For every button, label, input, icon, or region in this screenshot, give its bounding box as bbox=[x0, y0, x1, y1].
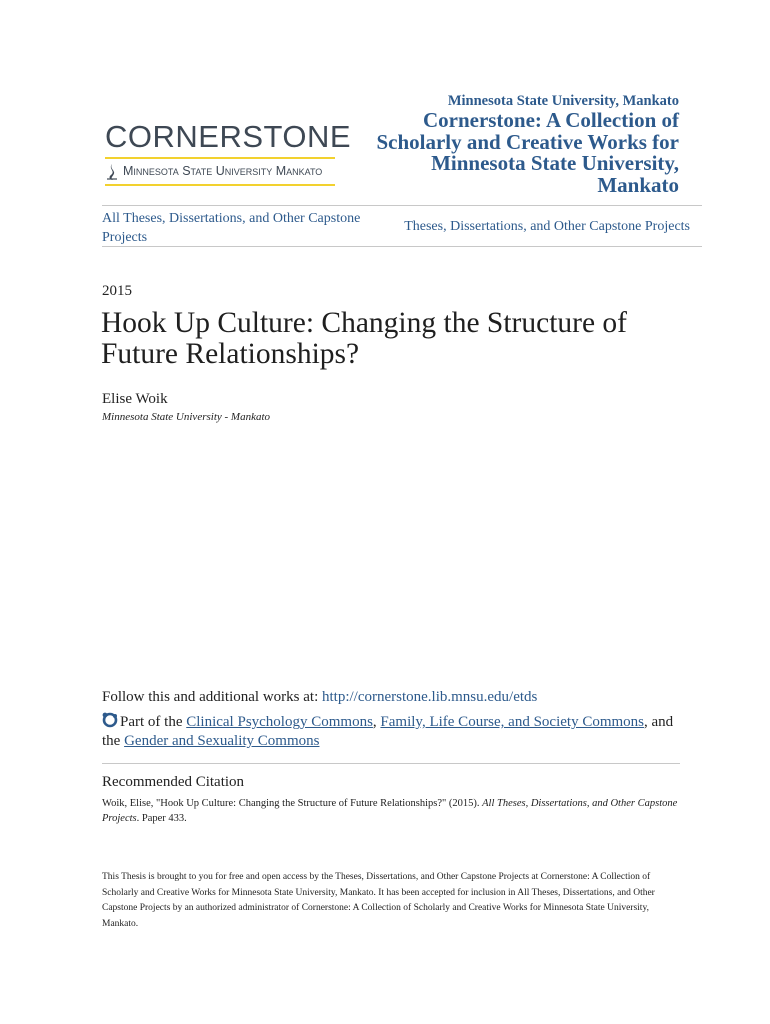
all-theses-link[interactable]: All Theses, Dissertations, and Other Capstone Projects bbox=[102, 211, 361, 245]
citation-divider bbox=[102, 763, 680, 764]
network-commons-icon bbox=[102, 712, 118, 728]
family-life-course-commons-link[interactable]: Family, Life Course, and Society Commons bbox=[380, 714, 645, 730]
etds-url-link[interactable]: http://cornerstone.lib.mnsu.edu/etds bbox=[321, 689, 538, 705]
clinical-psychology-commons-link[interactable]: Clinical Psychology Commons bbox=[186, 714, 373, 730]
collection-title-link[interactable]: Cornerstone: A Collection of Scholarly and Creative Works for Minnesota State University, Mankato bbox=[376, 108, 679, 197]
logo-bar-bottom bbox=[105, 184, 335, 186]
logo-wordmark: CORNERSTONE bbox=[105, 119, 352, 154]
follow-prefix: Follow this and additional works at: bbox=[102, 689, 322, 705]
university-flame-icon bbox=[105, 163, 119, 181]
cornerstone-logo[interactable] bbox=[105, 119, 352, 190]
header-divider bbox=[102, 205, 702, 206]
document-title: Hook Up Culture: Changing the Structure of Future Relationships? bbox=[101, 307, 628, 370]
citation-text bbox=[102, 796, 682, 826]
author-name[interactable]: Elise Woik bbox=[102, 391, 168, 407]
nav-divider bbox=[102, 246, 702, 247]
recommended-citation-heading: Recommended Citation bbox=[102, 774, 245, 790]
part-of-sep2: , and the bbox=[102, 714, 674, 749]
citation-plain: Woik, Elise, "Hook Up Culture: Changing the Structure of Future Relationships?" (2015). bbox=[102, 798, 483, 809]
logo-bar-top bbox=[105, 157, 335, 159]
author-affiliation: Minnesota State University - Mankato bbox=[102, 411, 271, 423]
gender-sexuality-commons-link[interactable]: Gender and Sexuality Commons bbox=[124, 733, 320, 749]
theses-collection-link[interactable]: Theses, Dissertations, and Other Capstone Projects bbox=[404, 219, 690, 234]
part-of-sep1: , bbox=[372, 714, 381, 730]
follow-line bbox=[102, 689, 537, 706]
publication-year: 2015 bbox=[102, 283, 132, 299]
open-access-notice: This Thesis is brought to you for free and open access by the Theses, Dissertations, and Other Capstone Projects at Cornerstone: A Collection of Scholarly and Creative Works for Minnesota State University, Mankato. It has been accepted for inclusion in All Theses, Dissertations, and Other Capstone Projects by an authorized administrator of Cornerstone: A Collection of Scholarly and Creative Works for Minnesota State University, Mankato. bbox=[102, 872, 655, 929]
part-of-prefix: Part of the bbox=[120, 714, 187, 730]
part-of-commons bbox=[102, 712, 682, 751]
logo-subtitle: Minnesota State University Mankato bbox=[123, 164, 323, 178]
citation-series: All Theses, Dissertations, and Other Capstone Projects bbox=[102, 798, 678, 824]
citation-end: . Paper 433. bbox=[136, 813, 187, 824]
institution-name: Minnesota State University, Mankato bbox=[447, 93, 679, 109]
